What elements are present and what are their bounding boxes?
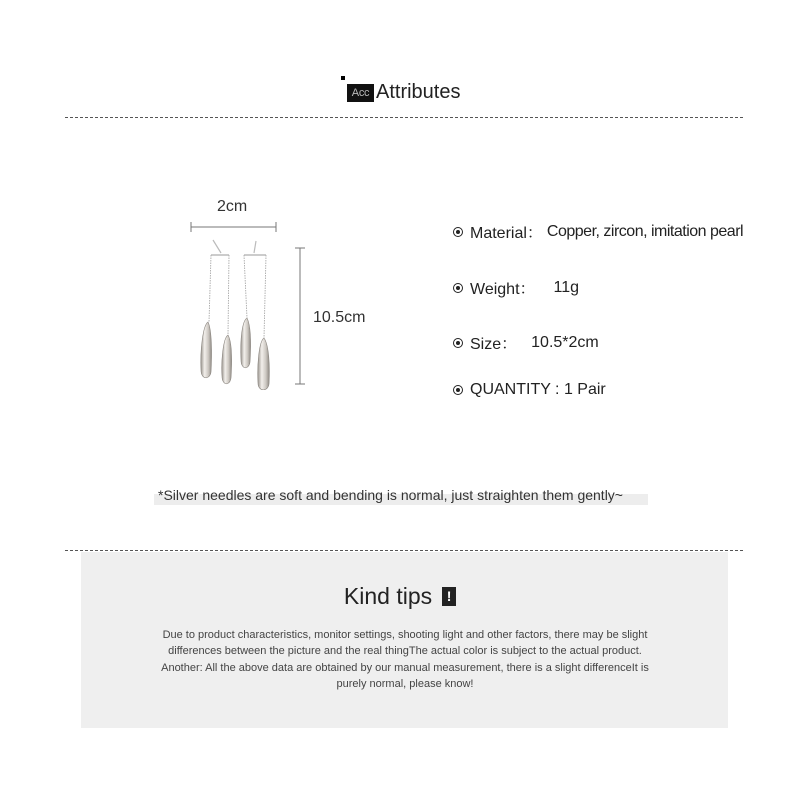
height-dimension-line: [295, 248, 305, 384]
attribute-value: 10.5*2cm: [531, 333, 599, 351]
tips-line: Due to product characteristics, monitor settings, shooting light and other factors, there may be slight: [162, 629, 648, 641]
tips-line: purely normal, please know!: [336, 677, 474, 690]
product-image: [180, 190, 310, 390]
bottom-divider: [65, 550, 743, 551]
tips-header: [0, 583, 800, 610]
attribute-label: QUANTITY : 1 Pair: [470, 381, 606, 398]
attribute-quantity: [453, 381, 610, 399]
bullet-icon: [453, 338, 463, 348]
top-divider: [65, 117, 743, 118]
tips-line: differences between the picture and the real thingThe actual color is subject to the actual product.: [168, 645, 642, 658]
width-label: 2cm: [217, 198, 248, 215]
tips-title: Kind tips: [343, 583, 433, 609]
bullet-icon: [453, 227, 463, 237]
attribute-label: Size：: [470, 336, 518, 353]
attribute-material: [453, 220, 743, 243]
earring-right: [241, 241, 270, 390]
bullet-icon: [453, 385, 463, 395]
attribute-value: Copper, zircon, imitation pearl: [546, 222, 744, 240]
exclamation-icon: !: [442, 587, 456, 606]
attribute-size: [453, 331, 599, 354]
height-label: 10.5cm: [313, 309, 366, 326]
acc-badge: Acc: [347, 84, 374, 102]
attribute-label: Material：: [470, 225, 543, 242]
tips-line: Another: All the above data are obtained by our manual measurement, there is a slight differenceIt is: [161, 661, 649, 674]
attribute-weight: [453, 276, 579, 299]
bullet-icon: [453, 283, 463, 293]
attribute-value: 11g: [553, 278, 580, 296]
attribute-label: Weight：: [470, 281, 536, 298]
decorative-dot: [341, 76, 345, 80]
tips-body: [116, 627, 694, 692]
width-dimension-line: [191, 222, 276, 232]
section-title: Attributes: [376, 81, 461, 103]
care-note: *Silver needles are soft and bending is normal, just straighten them gently~: [158, 487, 623, 503]
earring-left: [201, 240, 232, 384]
